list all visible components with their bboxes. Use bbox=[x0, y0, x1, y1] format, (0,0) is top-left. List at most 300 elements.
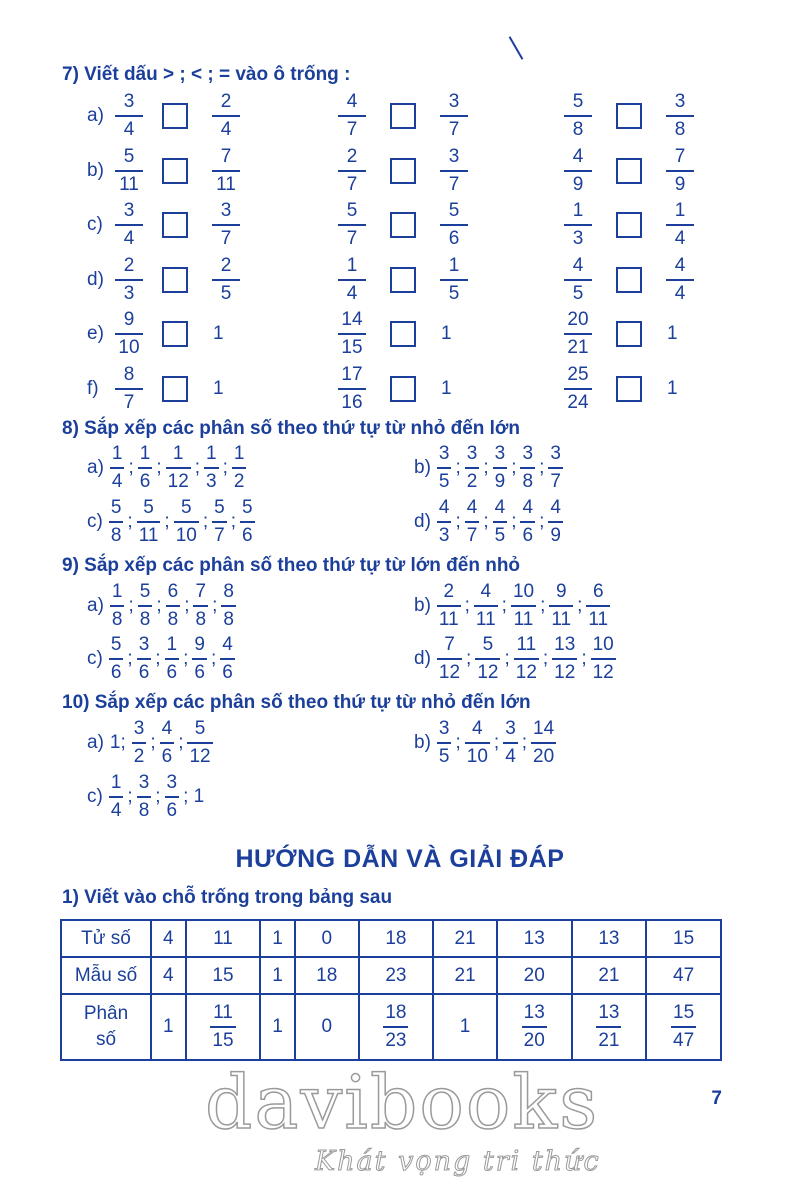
fraction-bar bbox=[132, 742, 147, 744]
numerator: 1 bbox=[111, 443, 123, 464]
denominator: 11 bbox=[138, 525, 159, 546]
numerator: 10 bbox=[592, 634, 614, 655]
fraction-bar bbox=[437, 521, 452, 523]
numerator: 3 bbox=[505, 718, 516, 739]
ex7-row bbox=[0, 200, 800, 256]
fraction bbox=[503, 718, 518, 768]
table-cell: 13 bbox=[497, 920, 572, 957]
separator: ; bbox=[155, 786, 161, 807]
fraction-bar bbox=[204, 467, 219, 469]
separator: ; bbox=[483, 457, 489, 478]
denominator: 5 bbox=[438, 471, 450, 492]
item-label: a) bbox=[87, 732, 104, 753]
separator: ; bbox=[164, 511, 170, 532]
numerator: 3 bbox=[448, 91, 460, 112]
fraction bbox=[109, 772, 124, 822]
denominator: 21 bbox=[598, 1030, 620, 1051]
numerator: 5 bbox=[572, 91, 584, 112]
denominator: 11 bbox=[588, 609, 609, 630]
fraction bbox=[192, 634, 207, 684]
compare-box[interactable] bbox=[162, 158, 188, 184]
fraction-bar bbox=[564, 170, 592, 172]
fraction-bar bbox=[564, 333, 592, 335]
fraction bbox=[212, 146, 240, 196]
separator: ; bbox=[155, 648, 161, 669]
fraction-bar bbox=[666, 224, 694, 226]
compare-box[interactable] bbox=[390, 212, 416, 238]
numerator: 14 bbox=[341, 309, 363, 330]
separator: ; bbox=[210, 648, 217, 669]
fraction bbox=[493, 497, 508, 547]
fraction-bar bbox=[564, 279, 592, 281]
compare-box[interactable] bbox=[616, 267, 642, 293]
fraction bbox=[591, 634, 616, 684]
item-label: a) bbox=[87, 457, 104, 478]
numerator: 20 bbox=[567, 309, 589, 330]
item-label: b) bbox=[87, 159, 104, 181]
table-cell: 18 bbox=[295, 957, 359, 994]
value-one: 1 bbox=[213, 323, 224, 344]
fraction bbox=[338, 309, 366, 359]
table-cell: 1 bbox=[260, 994, 295, 1060]
fraction-bar bbox=[548, 521, 563, 523]
fraction-bar bbox=[475, 658, 500, 660]
fraction bbox=[165, 634, 180, 684]
numerator: 4 bbox=[550, 497, 561, 518]
fraction-bar bbox=[115, 115, 143, 117]
fraction-bar bbox=[338, 224, 366, 226]
fraction-bar bbox=[232, 467, 247, 469]
numerator: 9 bbox=[194, 634, 205, 655]
item-label: b) bbox=[414, 457, 431, 478]
item-label: a) bbox=[87, 595, 104, 616]
numerator: 1 bbox=[674, 200, 686, 221]
separator: ; bbox=[212, 595, 218, 616]
table-cell bbox=[572, 994, 647, 1060]
fraction-bar bbox=[166, 605, 181, 607]
numerator: 1 bbox=[572, 200, 584, 221]
table-cell: 21 bbox=[433, 920, 497, 957]
fraction bbox=[221, 581, 236, 631]
denominator: 7 bbox=[550, 471, 561, 492]
separator: ; bbox=[127, 648, 133, 669]
denominator: 9 bbox=[494, 471, 506, 492]
leading-value: 1; bbox=[109, 732, 126, 753]
table-cell: 0 bbox=[295, 994, 359, 1060]
compare-box[interactable] bbox=[162, 212, 188, 238]
table-cell bbox=[186, 994, 261, 1060]
fraction bbox=[437, 443, 452, 493]
table-cell: 21 bbox=[572, 957, 647, 994]
denominator: 11 bbox=[551, 609, 572, 630]
denominator: 4 bbox=[123, 228, 135, 249]
item-label: c) bbox=[87, 214, 103, 235]
numerator: 1 bbox=[172, 443, 184, 464]
numerator: 4 bbox=[480, 581, 492, 602]
fraction bbox=[440, 91, 468, 141]
fraction bbox=[520, 497, 535, 547]
table-cell: 1 bbox=[260, 920, 295, 957]
fraction-bar bbox=[596, 1026, 621, 1028]
fraction-bar bbox=[338, 115, 366, 117]
separator: ; bbox=[464, 595, 470, 616]
separator: ; bbox=[156, 457, 162, 478]
compare-box[interactable] bbox=[616, 103, 642, 129]
separator: ; bbox=[455, 732, 461, 753]
table-cell bbox=[646, 994, 721, 1060]
fraction bbox=[596, 1002, 621, 1052]
fraction-sequence bbox=[414, 634, 616, 684]
fraction bbox=[220, 634, 235, 684]
fraction bbox=[210, 1002, 235, 1052]
separator: ; bbox=[540, 595, 546, 616]
denominator: 8 bbox=[167, 609, 179, 630]
fraction-bar bbox=[192, 658, 207, 660]
fraction-bar bbox=[531, 742, 556, 744]
fraction-bar bbox=[165, 796, 180, 798]
numerator: 5 bbox=[139, 581, 151, 602]
numerator: 9 bbox=[555, 581, 567, 602]
numerator: 14 bbox=[533, 718, 555, 739]
numerator: 11 bbox=[213, 1002, 233, 1023]
numerator: 10 bbox=[512, 581, 535, 602]
numerator: 1 bbox=[111, 581, 123, 602]
denominator: 5 bbox=[220, 282, 232, 304]
separator: ; bbox=[222, 457, 228, 478]
table-cell: 0 bbox=[295, 920, 359, 957]
denominator: 5 bbox=[448, 282, 460, 304]
fraction-bar bbox=[137, 521, 161, 523]
page-number: 7 bbox=[711, 1088, 722, 1109]
item-label: b) bbox=[414, 595, 431, 616]
fraction-bar bbox=[212, 170, 240, 172]
fraction-bar bbox=[220, 658, 235, 660]
fraction bbox=[440, 146, 468, 196]
fraction-bar bbox=[110, 467, 125, 469]
separator: ; bbox=[455, 511, 461, 532]
watermark-tagline: Khát vọng tri thức bbox=[315, 1146, 601, 1177]
item-label: d) bbox=[87, 268, 104, 290]
fraction bbox=[548, 443, 563, 493]
table-cell bbox=[359, 994, 434, 1060]
fraction-bar bbox=[564, 115, 592, 117]
numerator: 1 bbox=[166, 634, 178, 655]
denominator: 9 bbox=[572, 173, 584, 195]
numerator: 5 bbox=[448, 200, 460, 221]
denominator: 3 bbox=[438, 525, 450, 546]
compare-box[interactable] bbox=[616, 321, 642, 347]
numerator: 7 bbox=[674, 145, 686, 167]
separator: ; bbox=[511, 457, 517, 478]
item-label: c) bbox=[87, 786, 103, 807]
fraction-bar bbox=[586, 605, 610, 607]
fraction-sequence bbox=[87, 443, 246, 493]
denominator: 20 bbox=[533, 746, 555, 767]
fraction bbox=[240, 497, 255, 547]
fraction-sequence bbox=[87, 581, 236, 631]
table-row bbox=[61, 957, 721, 994]
denominator: 10 bbox=[175, 525, 197, 546]
fraction bbox=[115, 364, 143, 414]
compare-box[interactable] bbox=[390, 376, 416, 402]
fraction-bar bbox=[115, 279, 143, 281]
denominator: 11 bbox=[216, 173, 236, 195]
fraction bbox=[115, 255, 143, 305]
separator: ; bbox=[577, 595, 583, 616]
denominator: 8 bbox=[522, 471, 534, 492]
compare-box[interactable] bbox=[616, 158, 642, 184]
fraction bbox=[115, 200, 143, 250]
fraction-bar bbox=[503, 742, 518, 744]
ex7-heading: 7) Viết dấu > ; < ; = vào ô trống : bbox=[62, 64, 351, 85]
separator: ; bbox=[455, 457, 461, 478]
denominator: 7 bbox=[466, 525, 478, 546]
fraction bbox=[666, 146, 694, 196]
fraction-bar bbox=[338, 333, 366, 335]
fraction-bar bbox=[187, 742, 212, 744]
fraction-bar bbox=[548, 467, 563, 469]
numerator: 4 bbox=[346, 91, 358, 112]
fraction-bar bbox=[193, 605, 208, 607]
numerator: 4 bbox=[161, 718, 173, 739]
fraction-bar bbox=[549, 605, 573, 607]
denominator: 6 bbox=[194, 662, 205, 683]
table-cell: 1 bbox=[260, 957, 295, 994]
denominator: 8 bbox=[572, 119, 584, 140]
table-cell: 23 bbox=[359, 957, 434, 994]
table-cell: 1 bbox=[151, 994, 186, 1060]
denominator: 21 bbox=[567, 337, 589, 358]
separator: ; bbox=[521, 732, 528, 753]
fraction bbox=[193, 581, 208, 631]
separator: ; bbox=[183, 648, 189, 669]
separator: ; bbox=[483, 511, 489, 532]
denominator: 4 bbox=[505, 746, 516, 767]
fraction-bar bbox=[383, 1026, 408, 1028]
ex9-heading: 9) Sắp xếp các phân số theo thứ tự từ lớn đến nhỏ bbox=[62, 555, 521, 576]
fraction-bar bbox=[437, 658, 462, 660]
fraction-bar bbox=[240, 521, 255, 523]
separator: ; bbox=[581, 648, 587, 669]
compare-box[interactable] bbox=[390, 321, 416, 347]
numerator: 7 bbox=[220, 145, 232, 167]
fraction-bar bbox=[137, 796, 152, 798]
fraction bbox=[564, 200, 592, 250]
fraction-bar bbox=[520, 521, 535, 523]
fraction bbox=[232, 443, 247, 493]
fraction bbox=[437, 718, 452, 768]
fraction bbox=[586, 581, 610, 631]
denominator: 7 bbox=[448, 119, 460, 140]
fraction-sequence bbox=[414, 497, 563, 547]
fraction bbox=[212, 200, 240, 250]
numerator: 3 bbox=[220, 200, 232, 221]
fraction bbox=[165, 772, 180, 822]
numerator: 1 bbox=[110, 772, 122, 793]
fraction bbox=[564, 255, 592, 305]
fraction bbox=[338, 146, 366, 196]
compare-box[interactable] bbox=[616, 212, 642, 238]
denominator: 6 bbox=[161, 746, 173, 767]
fraction-bar bbox=[110, 605, 125, 607]
fraction bbox=[666, 255, 694, 305]
table-cell: 11 bbox=[186, 920, 261, 957]
ex10-heading: 10) Sắp xếp các phân số theo thứ tự từ nhỏ đến lớn bbox=[62, 692, 531, 713]
numerator: 3 bbox=[138, 772, 150, 793]
fraction bbox=[440, 200, 468, 250]
fraction bbox=[166, 581, 181, 631]
item-label: d) bbox=[414, 648, 431, 669]
value-one: 1 bbox=[213, 377, 224, 399]
fraction-bar bbox=[465, 467, 480, 469]
fraction-bar bbox=[511, 605, 536, 607]
denominator: 6 bbox=[166, 662, 178, 683]
numerator: 25 bbox=[567, 363, 589, 385]
compare-box[interactable] bbox=[390, 267, 416, 293]
denominator: 4 bbox=[111, 471, 123, 492]
ex8-heading: 8) Sắp xếp các phân số theo thứ tự từ nhỏ đến lớn bbox=[62, 418, 521, 439]
numerator: 17 bbox=[341, 363, 363, 385]
compare-box[interactable] bbox=[616, 376, 642, 402]
numerator: 8 bbox=[223, 581, 234, 602]
numerator: 3 bbox=[550, 443, 561, 464]
denominator: 7 bbox=[346, 228, 358, 249]
denominator: 4 bbox=[674, 228, 686, 249]
fraction-bar bbox=[138, 467, 153, 469]
denominator: 6 bbox=[222, 662, 233, 683]
denominator: 2 bbox=[233, 471, 245, 492]
numerator: 13 bbox=[554, 634, 576, 655]
fraction-bar bbox=[440, 279, 468, 281]
fraction bbox=[138, 443, 153, 493]
fraction bbox=[110, 581, 125, 631]
table-cell: 20 bbox=[497, 957, 572, 994]
denominator: 6 bbox=[166, 800, 178, 821]
numerator: 1 bbox=[206, 443, 217, 464]
compare-box[interactable] bbox=[390, 103, 416, 129]
fraction-bar bbox=[115, 170, 143, 172]
fraction-bar bbox=[138, 605, 153, 607]
table-cell: 18 bbox=[359, 920, 434, 957]
fraction bbox=[465, 443, 480, 493]
numerator: 2 bbox=[220, 254, 232, 276]
fraction-sequence bbox=[87, 634, 235, 684]
fraction-sequence bbox=[87, 497, 255, 547]
numerator: 2 bbox=[443, 581, 455, 602]
denominator: 11 bbox=[119, 173, 139, 195]
compare-box[interactable] bbox=[390, 158, 416, 184]
fraction bbox=[338, 200, 366, 250]
row-label: Mẫu số bbox=[61, 957, 151, 994]
fraction-bar bbox=[115, 333, 143, 335]
fraction-bar bbox=[493, 521, 508, 523]
fraction-bar bbox=[338, 279, 366, 281]
fraction-bar bbox=[109, 796, 124, 798]
denominator: 2 bbox=[133, 746, 145, 767]
denominator: 3 bbox=[206, 471, 217, 492]
numerator: 4 bbox=[572, 254, 584, 276]
fraction-bar bbox=[666, 279, 694, 281]
numerator: 2 bbox=[220, 91, 232, 112]
fraction bbox=[474, 581, 498, 631]
numerator: 15 bbox=[673, 1002, 695, 1023]
fraction-bar bbox=[671, 1026, 696, 1028]
separator: ; bbox=[184, 595, 190, 616]
fraction-bar bbox=[210, 1026, 235, 1028]
fraction bbox=[383, 1002, 408, 1052]
denominator: 12 bbox=[477, 662, 499, 683]
table-cell: 15 bbox=[646, 920, 721, 957]
numerator: 3 bbox=[438, 718, 450, 739]
compare-box[interactable] bbox=[162, 321, 188, 347]
numerator: 18 bbox=[385, 1002, 407, 1023]
answer-table bbox=[60, 919, 722, 1061]
numerator: 3 bbox=[123, 200, 135, 221]
fraction bbox=[137, 772, 152, 822]
numerator: 1 bbox=[448, 254, 460, 276]
compare-box[interactable] bbox=[162, 103, 188, 129]
table-cell: 1 bbox=[433, 994, 497, 1060]
fraction bbox=[437, 581, 461, 631]
table-cell: 47 bbox=[646, 957, 721, 994]
numerator: 3 bbox=[494, 443, 506, 464]
separator: ; bbox=[504, 648, 510, 669]
numerator: 2 bbox=[123, 254, 135, 276]
fraction bbox=[440, 255, 468, 305]
fraction bbox=[493, 443, 508, 493]
fraction bbox=[564, 309, 592, 359]
item-label: c) bbox=[87, 511, 103, 532]
denominator: 3 bbox=[572, 228, 584, 249]
fraction bbox=[437, 497, 452, 547]
fraction-bar bbox=[174, 521, 199, 523]
numerator: 5 bbox=[143, 497, 154, 518]
watermark-logo: davibooks bbox=[205, 1060, 600, 1146]
separator: ; bbox=[466, 648, 472, 669]
fraction-bar bbox=[440, 170, 468, 172]
compare-box[interactable] bbox=[162, 376, 188, 402]
numerator: 7 bbox=[195, 581, 207, 602]
denominator: 2 bbox=[466, 471, 478, 492]
denominator: 4 bbox=[346, 282, 358, 304]
trailing-value: ; 1 bbox=[183, 786, 205, 807]
fraction bbox=[437, 634, 462, 684]
ex7-row bbox=[0, 364, 800, 420]
compare-box[interactable] bbox=[162, 267, 188, 293]
denominator: 12 bbox=[438, 662, 461, 683]
fraction-bar bbox=[440, 115, 468, 117]
fraction bbox=[138, 581, 153, 631]
fraction-bar bbox=[522, 1026, 547, 1028]
denominator: 3 bbox=[123, 282, 135, 304]
denominator: 7 bbox=[123, 391, 135, 413]
separator: ; bbox=[128, 595, 134, 616]
numerator: 3 bbox=[448, 145, 460, 167]
item-label: c) bbox=[87, 648, 103, 669]
fraction bbox=[212, 497, 227, 547]
fraction-bar bbox=[437, 605, 461, 607]
fraction-bar bbox=[109, 521, 124, 523]
item-label: d) bbox=[414, 511, 431, 532]
numerator: 7 bbox=[444, 634, 455, 655]
denominator: 7 bbox=[346, 173, 358, 195]
fraction-bar bbox=[591, 658, 616, 660]
fraction-sequence bbox=[87, 772, 210, 822]
denominator: 7 bbox=[448, 173, 460, 195]
value-one: 1 bbox=[441, 323, 452, 344]
fraction bbox=[115, 146, 143, 196]
denominator: 9 bbox=[550, 525, 561, 546]
